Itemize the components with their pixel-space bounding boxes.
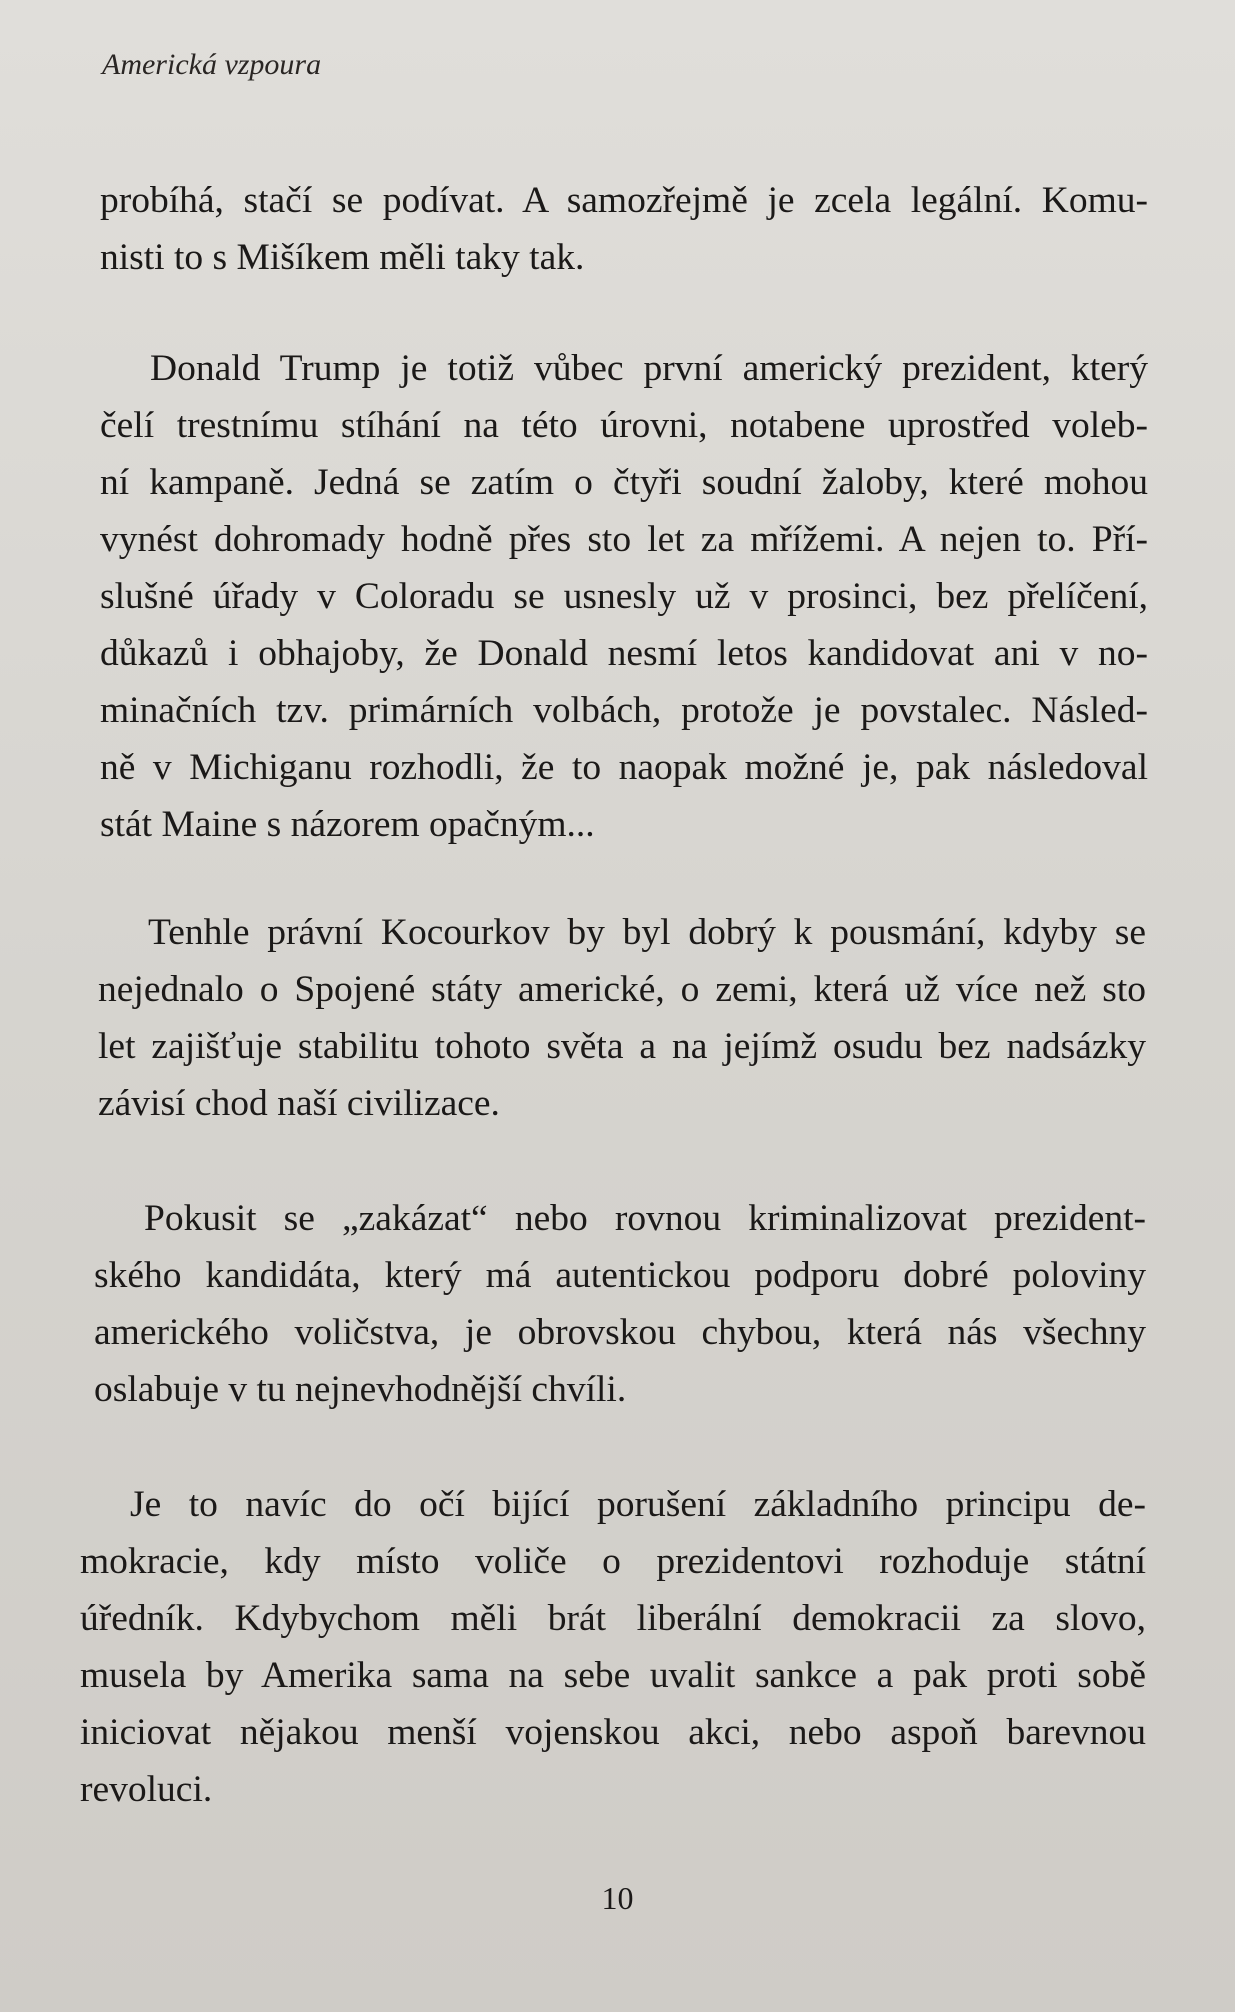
text-line: probíhá, stačí se podívat. A samozřejmě je zcela legální. Komu- — [100, 180, 1148, 221]
text-line: revoluci. — [80, 1769, 213, 1810]
paragraph-4 — [94, 1190, 1146, 1418]
paragraph-5 — [80, 1476, 1146, 1818]
text-line: ně v Michiganu rozhodli, že to naopak možné je, pak následoval — [100, 747, 1148, 788]
text-line: Pokusit se „zakázat“ nebo rovnou kriminalizovat prezident- — [144, 1198, 1146, 1239]
text-line: mokracie, kdy místo voliče o prezidentovi rozhoduje státní — [80, 1541, 1146, 1582]
text-line: čelí trestnímu stíhání na této úrovni, notabene uprostřed voleb- — [100, 405, 1148, 446]
text-line: nejednalo o Spojené státy americké, o zemi, která už více než sto — [98, 969, 1146, 1010]
text-line: nisti to s Mišíkem měli taky tak. — [100, 237, 585, 278]
text-line: důkazů i obhajoby, že Donald nesmí letos kandidovat ani v no- — [100, 633, 1148, 674]
text-line: slušné úřady v Coloradu se usnesly už v prosinci, bez přelíčení, — [100, 576, 1148, 617]
text-line: amerického voličstva, je obrovskou chybou, která nás všechny — [94, 1312, 1146, 1353]
text-line: vynést dohromady hodně přes sto let za mřížemi. A nejen to. Pří- — [100, 519, 1148, 560]
text-line: iniciovat nějakou menší vojenskou akci, nebo aspoň barevnou — [80, 1712, 1146, 1753]
paragraph-3 — [98, 904, 1146, 1132]
text-line: ského kandidáta, který má autentickou podporu dobré poloviny — [94, 1255, 1146, 1296]
text-line: úředník. Kdybychom měli brát liberální demokracii za slovo, — [80, 1598, 1146, 1639]
text-line: minačních tzv. primárních volbách, protože je povstalec. Násled- — [100, 690, 1148, 731]
paragraph-1 — [100, 172, 1148, 286]
page-number: 10 — [601, 1880, 634, 1916]
paragraph-2 — [100, 340, 1148, 853]
text-line: závisí chod naší civilizace. — [98, 1083, 500, 1124]
text-line: oslabuje v tu nejnevhodnější chvíli. — [94, 1369, 627, 1410]
text-line: ní kampaně. Jedná se zatím o čtyři soudní žaloby, které mohou — [100, 462, 1148, 503]
text-line: stát Maine s názorem opačným... — [100, 804, 595, 845]
text-line: let zajišťuje stabilitu tohoto světa a na jejímž osudu bez nadsázky — [98, 1026, 1146, 1067]
text-line: Tenhle právní Kocourkov by byl dobrý k pousmání, kdyby se — [148, 912, 1146, 953]
text-line: Je to navíc do očí bijící porušení základního principu de- — [130, 1484, 1146, 1525]
running-header: Americká vzpoura — [102, 48, 322, 81]
text-line: musela by Amerika sama na sebe uvalit sankce a pak proti sobě — [80, 1655, 1146, 1696]
text-line: Donald Trump je totiž vůbec první americký prezident, který — [150, 348, 1148, 389]
